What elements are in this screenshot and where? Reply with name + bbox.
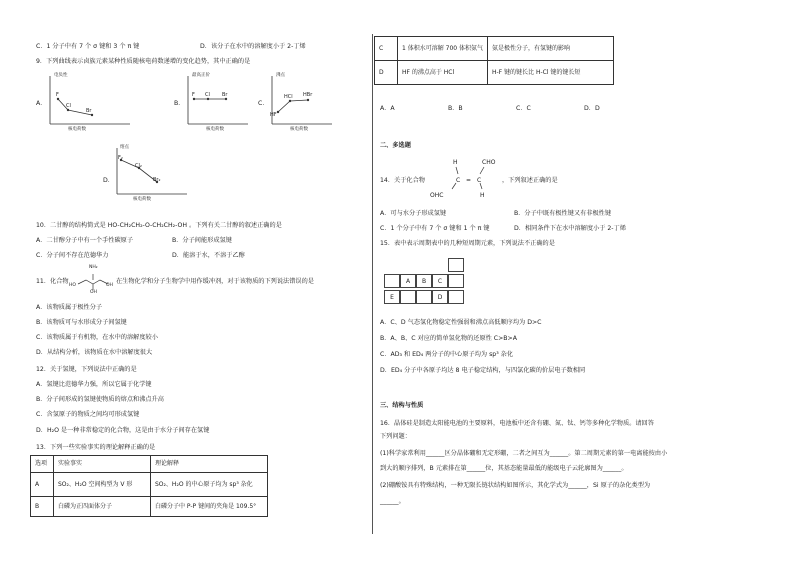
q10-option-d: D．能溶于水，不溶于乙醇 [172,252,245,259]
q14-stem-end: ，下列叙述正确的是 [502,177,558,184]
q14-structure [432,156,512,198]
ptable-cell-c: C [432,274,448,288]
graph-c-ylabel: 沸点 [276,73,285,78]
q14-option-c: C．1 个分子中有 7 个 σ 键和 1 个 π 键 [380,225,490,232]
graph-c-xlabel: 核电荷数 [290,127,308,132]
q14-struct-c-left: C [456,177,461,184]
q14-struct-ohc: OHC [430,192,444,199]
q11-stem-end: 在生物化学和分子生物学中用作缓冲剂，对于该物质的下列说法错误的是 [116,278,314,285]
q9-stem: 9．下列曲线表示卤族元素某种性质随核电荷数递增的变化趋势，其中正确的是 [36,58,251,65]
q15-option-b: B．A、B、C 对应的简单氢化物的还原性 C>B>A [380,335,517,342]
q14-option-d: D．相同条件下在水中溶解度小于 2-丁烯 [514,225,626,232]
q11-struct-oh-right: OH [106,283,113,288]
graph-c [266,72,336,134]
q13-row-d-fact: HF 的沸点高于 HCl [398,61,488,85]
ptable-cell-e: E [384,290,400,304]
q14-option-b: B．分子中既有极性键又有非极性键 [514,210,612,217]
q11-option-b: B．该物质可与水形成分子间氢键 [36,319,127,326]
q16-line-5: (2)硼酸铵具有特殊结构，一种无限长链状结构如图所示，其化学式为______，Si 原子的杂化类型为 [380,482,651,489]
q13-answer-a: A．A [380,105,395,112]
q8-option-c: C．1 分子中有 7 个 σ 键和 3 个 π 键 [36,43,140,50]
q15-option-c: C．AD₃ 和 ED₄ 两分子的中心原子均为 sp³ 杂化 [380,351,514,358]
q13-row-d-explanation: H-F 键的键长比 H-Cl 键的键长短 [488,61,614,85]
q8-option-d: D．该分子在水中的溶解度小于 2-丁烯 [200,43,306,50]
q13-row-a-fact: SO₂、H₂O 空间构型为 V 形 [54,473,151,497]
ptable-cell-b: B [416,274,432,288]
graph-d-point-1: F₂ [118,155,123,161]
q16-line-3: (1)科学家常利用______区分晶体硼和无定形硼，二者之间互为______。第二周期元素的第一电离能按由小 [380,450,668,457]
q16-line-2: 下列问题： [380,433,411,440]
q13-row-a-option: A [31,473,54,497]
ptable-cell-empty-row3-1 [400,290,416,304]
graph-d-xlabel: 核电荷数 [133,197,151,202]
q9-option-d-label: D． [103,177,114,184]
ptable-cell-empty-right [448,274,464,288]
q11-struct-oh-bottom: OH [90,290,97,295]
graph-b-xlabel: 核电荷数 [206,127,224,132]
q14-struct-cho: CHO [482,159,496,166]
q13-answer-b: B．B [448,105,463,112]
q11-struct-nh2: NH₂ [89,265,98,270]
graph-c-point-2: HCl [284,94,293,100]
ptable-cell-a: A [400,274,416,288]
q13-stem: 13．下列一些实验事实的理论解释正确的是 [36,444,156,451]
q11-option-a: A．该物质属于极性分子 [36,304,103,311]
graph-a-point-1: F [56,92,59,98]
right-column [374,0,794,562]
q11-stem-start: 11．化合物 [36,278,69,285]
graph-b-point-1: F [192,92,195,98]
q16-line-1: 16．晶体硅是制造太阳能电池的主要原料，电池板中还含有硼、氮、钛、钙等多种化学物质。请回答 [380,420,654,427]
graph-a-xlabel: 核电荷数 [68,127,86,132]
q13-header-fact: 实验事实 [54,456,151,473]
q14-option-a: A．可与水分子形成氢键 [380,210,447,217]
q16-line-6: ______。 [380,498,405,505]
graph-d-ylabel: 熔点 [120,145,129,150]
left-column [0,0,372,562]
graph-d [111,144,191,204]
q12-stem: 12．关于氢键，下列说法中正确的是 [36,366,137,373]
ptable-cell-d: D [432,290,448,304]
graph-d-point-3: Br₂ [153,177,161,183]
q13-table-continued [374,36,614,85]
q10-option-a: A．二甘醇分子中有一个手性碳原子 [36,237,134,244]
q14-struct-c-right: C [477,177,482,184]
graph-c-point-1: HF [270,112,277,118]
q14-struct-h-top: H [453,159,458,166]
graph-a-point-3: Br [86,108,92,114]
q13-answer-d: D．D [584,105,600,112]
q13-row-b-fact: 白磷为正四面体分子 [54,497,151,517]
q12-option-b: B．分子间形成的氢键使物质的熔点和沸点升高 [36,396,164,403]
q13-row-c-explanation: 氨是极性分子，有氢键的影响 [488,37,614,61]
graph-b-point-2: Cl [205,92,210,98]
ptable-cell-empty-left [384,274,400,288]
q10-option-c: C．分子间不存在范德华力 [36,252,109,259]
q12-option-d: D．H₂O 是一种非常稳定的化合物，这是由于水分子间存在氢键 [36,427,210,434]
q9-option-c-label: C． [258,100,269,107]
q15-option-d: D．ED₄ 分子中各原子均达 8 电子稳定结构，与四氯化碳的价层电子数相同 [380,367,586,374]
q14-struct-double-bond: = [466,177,472,184]
graph-b-ylabel: 最高正价 [192,73,210,78]
q13-row-c-fact: 1 体积水可溶解 700 体积氨气 [398,37,488,61]
q11-option-d: D．从结构分析，该物质在水中溶解度很大 [36,349,153,356]
q13-table [30,455,268,517]
q11-struct-ho: HO [69,283,76,288]
q12-option-a: A．氢键比范德华力强，所以它属于化学键 [36,381,152,388]
graph-d-point-2: Cl₂ [135,163,142,169]
q11-option-c: C．该物质属于有机物，在水中的溶解度较小 [36,334,158,341]
ptable-cell-empty-row3-4 [448,290,464,304]
section-3-heading: 三、结构与性质 [380,402,424,409]
q12-option-c: C．含氢原子的物质之间均可形成氢键 [36,411,140,418]
q13-row-d-option: D [375,61,398,85]
ptable-cell-empty-row3-2 [416,290,432,304]
q13-row-c-option: C [375,37,398,61]
q16-line-4: 到大的顺序排列，B 元素排在第______位，其基态能量最低的能级电子云轮廓图为______。 [380,465,628,472]
q10-option-b: B．分子间能形成氢键 [172,237,232,244]
q13-row-b-explanation: 白磷分子中 P-P 键间的夹角是 109.5° [151,497,268,517]
ptable-cell-empty-top [448,258,464,272]
q9-option-a-label: A． [36,100,47,107]
graph-b [182,72,252,134]
graph-a [44,72,134,134]
q15-stem: 15．表中表示周期表中的几种短周期元素，下列说法不正确的是 [380,240,555,247]
q9-option-b-label: B． [174,100,185,107]
q15-option-a: A．C、D 气态氢化物稳定性强弱和沸点高低顺序均为 D>C [380,319,542,326]
q14-struct-h-bottom: H [480,192,485,199]
q13-answer-c: C．C [516,105,531,112]
q13-row-b-option: B [31,497,54,517]
q13-header-option: 选项 [31,456,54,473]
q13-row-a-explanation: SO₂、H₂O 的中心原子均为 sp³ 杂化 [151,473,268,497]
graph-c-point-3: HBr [303,92,313,98]
q14-stem-start: 14．关于化合物 [380,177,425,184]
graph-a-point-2: Cl [66,103,71,109]
graph-a-ylabel: 电负性 [54,73,68,78]
section-2-heading: 二、多选题 [380,142,411,149]
column-divider [372,34,373,534]
graph-b-point-3: Br [222,92,228,98]
q13-header-explanation: 理论解释 [151,456,268,473]
q10-stem: 10．二甘醇的结构简式是 HO-CH₂CH₂-O-CH₂CH₂-OH 。下列有关二甘醇的叙述正确的是 [36,222,282,229]
